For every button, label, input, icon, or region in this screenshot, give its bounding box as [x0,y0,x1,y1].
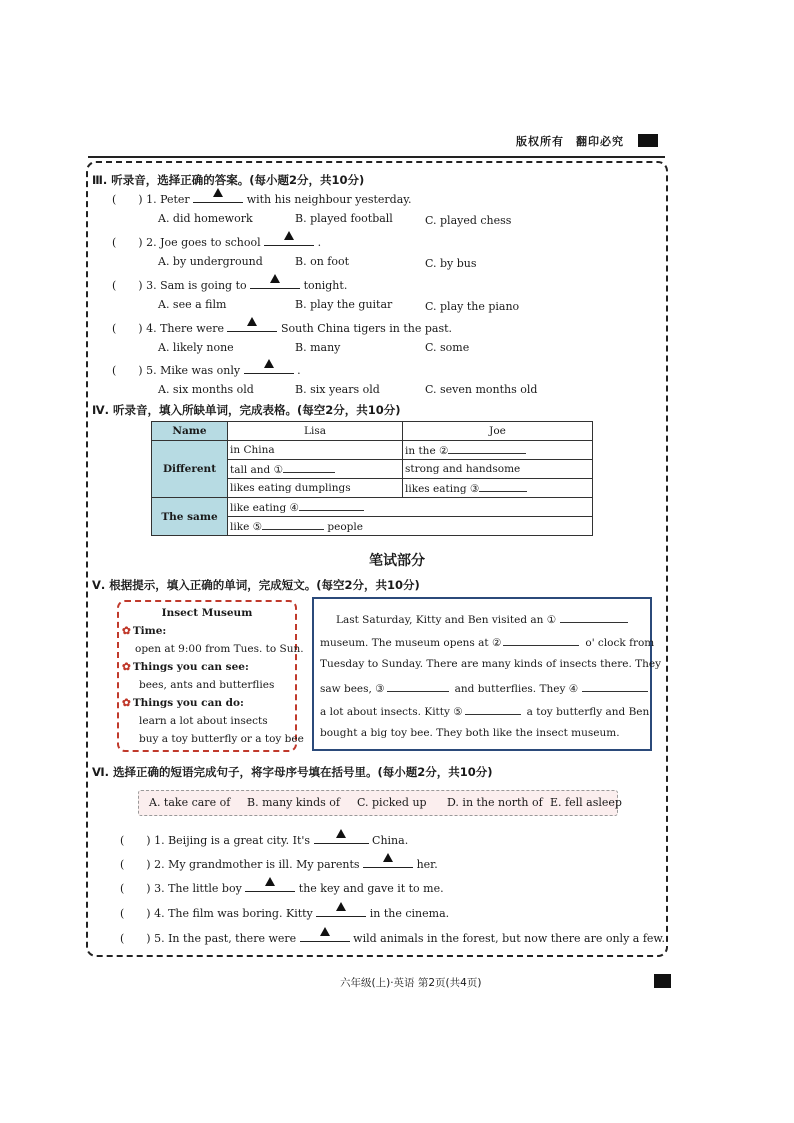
option: C. played chess [425,214,512,227]
triangle-icon [264,359,274,368]
section5-title: Ⅴ. 根据提示，填入正确的单词，完成短文。(每空2分，共10分) [92,578,420,592]
copyright-notice: 版权所有 翻印必究 [516,135,624,148]
poster-see-label: ✿ Things you can see: [122,661,249,673]
table-header: Lisa [228,422,403,441]
option: A. six months old [158,383,254,396]
phrase-option: E. fell asleep [550,796,622,809]
passage-line: Last Saturday, Kitty and Ben visited an ① [336,612,628,626]
section3-title: Ⅲ. 听录音，选择正确的答案。(每小题2分，共10分) [92,173,365,187]
triangle-icon [213,188,223,197]
fill-blank[interactable] [283,462,335,473]
triangle-icon [320,927,330,936]
answer-paren[interactable]: ( ) [120,932,151,945]
fill-blank[interactable] [560,612,628,623]
flower-icon: ✿ [122,625,131,637]
table-cell: strong and handsome [403,460,593,479]
passage-box [312,597,662,751]
row-label-same: The same [152,498,228,536]
passage-line: a lot about insects. Kitty ⑤ a toy butterfly and Ben [320,706,650,718]
answer-blank[interactable] [300,930,350,942]
s6-q1: ( ) 1. Beijing is a great city. It's China. [120,832,408,848]
table-header: Name [152,422,228,441]
s6-q4: ( ) 4. The film was boring. Kitty in the cinema. [120,905,449,921]
answer-paren[interactable]: ( ) [120,858,151,871]
answer-blank[interactable] [245,880,295,892]
phrase-bank [138,790,622,816]
table-header: Joe [403,422,593,441]
fill-blank[interactable] [582,681,648,692]
row-label-different: Different [152,441,228,498]
option: C. seven months old [425,383,538,396]
option: B. many [295,341,341,354]
s6-q3: ( ) 3. The little boy the key and gave it to me. [120,880,444,896]
passage-line: bought a big toy bee. They both like the insect museum. [320,727,620,739]
table-cell: likes eating ③ [403,479,593,498]
option: C. play the piano [425,300,520,313]
answer-blank[interactable] [316,905,366,917]
answer-paren[interactable]: ( ) [112,236,143,249]
poster-see-value: bees, ants and butterflies [139,679,275,691]
written-part-title: 笔试部分 [369,553,425,569]
s6-q5: ( ) 5. In the past, there were wild animals in the forest, but now there are only a few. [120,930,665,946]
phrase-option: B. many kinds of [247,796,341,809]
poster-do-value: buy a toy butterfly or a toy bee [139,733,304,745]
phrase-option: A. take care of [149,796,231,809]
passage-line: museum. The museum opens at ② o' clock from [320,637,655,649]
s3-q1: ( ) 1. Peter with his neighbour yesterday. [112,191,412,207]
table-cell: like eating ④ [228,498,593,517]
answer-blank[interactable] [244,362,294,374]
answer-paren[interactable]: ( ) [120,907,151,920]
triangle-icon [383,853,393,862]
s3-q2: ( ) 2. Joe goes to school . [112,234,321,250]
header-rule [88,156,665,158]
phrase-option: C. picked up [357,796,427,809]
fill-blank[interactable] [299,500,364,511]
option: B. played football [295,212,393,225]
table-cell: in China [228,441,403,460]
poster-do-label: ✿ Things you can do: [122,697,244,709]
s3-q4: ( ) 4. There were South China tigers in the past. [112,320,452,336]
triangle-icon [265,877,275,886]
answer-paren[interactable]: ( ) [112,322,143,335]
triangle-icon [247,317,257,326]
triangle-icon [336,902,346,911]
answer-blank[interactable] [314,832,369,844]
flower-icon: ✿ [122,697,131,709]
option: A. likely none [158,341,234,354]
answer-blank[interactable] [193,191,243,203]
table-cell: likes eating dumplings [228,479,403,498]
fill-blank[interactable] [465,704,521,715]
answer-blank[interactable] [250,277,300,289]
triangle-icon [284,231,294,240]
s6-q2: ( ) 2. My grandmother is ill. My parents her. [120,856,438,872]
phrase-option: D. in the north of [447,796,543,809]
passage-line: Tuesday to Sunday. There are many kinds of insects there. They [320,658,662,670]
answer-paren[interactable]: ( ) [112,279,143,292]
insect-museum-poster [117,600,304,752]
s3-q5: ( ) 5. Mike was only . [112,362,301,378]
fill-blank[interactable] [387,681,449,692]
option: A. by underground [158,255,263,268]
answer-blank[interactable] [264,234,314,246]
section4-title: Ⅳ. 听录音，填入所缺单词，完成表格。(每空2分，共10分) [92,403,401,417]
flower-icon: ✿ [122,661,131,673]
comparison-table [151,421,593,536]
answer-blank[interactable] [227,320,277,332]
fill-blank[interactable] [479,481,527,492]
answer-paren[interactable]: ( ) [112,364,143,377]
footer-black-marker [654,974,671,988]
table-cell: like ⑤ people [228,517,593,536]
passage-line: saw bees, ③ and butterflies. They ④ [320,681,648,695]
fill-blank[interactable] [262,519,324,530]
answer-paren[interactable]: ( ) [120,882,151,895]
triangle-icon [270,274,280,283]
fill-blank[interactable] [503,635,579,646]
poster-time-value: open at 9:00 from Tues. to Sun. [135,643,304,655]
option: A. see a film [158,298,227,311]
option: B. on foot [295,255,350,268]
option: B. play the guitar [295,298,393,311]
table-cell: tall and ① [228,460,403,479]
answer-blank[interactable] [363,856,413,868]
option: A. did homework [158,212,253,225]
page-footer: 六年级(上)·英语 第2页(共4页) [340,977,482,989]
option: C. by bus [425,257,477,270]
answer-paren[interactable]: ( ) [120,834,151,847]
s3-q3: ( ) 3. Sam is going to tonight. [112,277,347,293]
poster-title: Insect Museum [161,607,253,619]
option: C. some [425,341,470,354]
header-black-marker [638,134,658,147]
poster-do-value: learn a lot about insects [139,715,268,727]
option: B. six years old [295,383,380,396]
fill-blank[interactable] [448,443,526,454]
section6-title: Ⅵ. 选择正确的短语完成句子，将字母序号填在括号里。(每小题2分，共10分) [92,765,493,779]
triangle-icon [336,829,346,838]
poster-time-label: ✿ Time: [122,625,167,637]
answer-paren[interactable]: ( ) [112,193,143,206]
table-cell: in the ② [403,441,593,460]
